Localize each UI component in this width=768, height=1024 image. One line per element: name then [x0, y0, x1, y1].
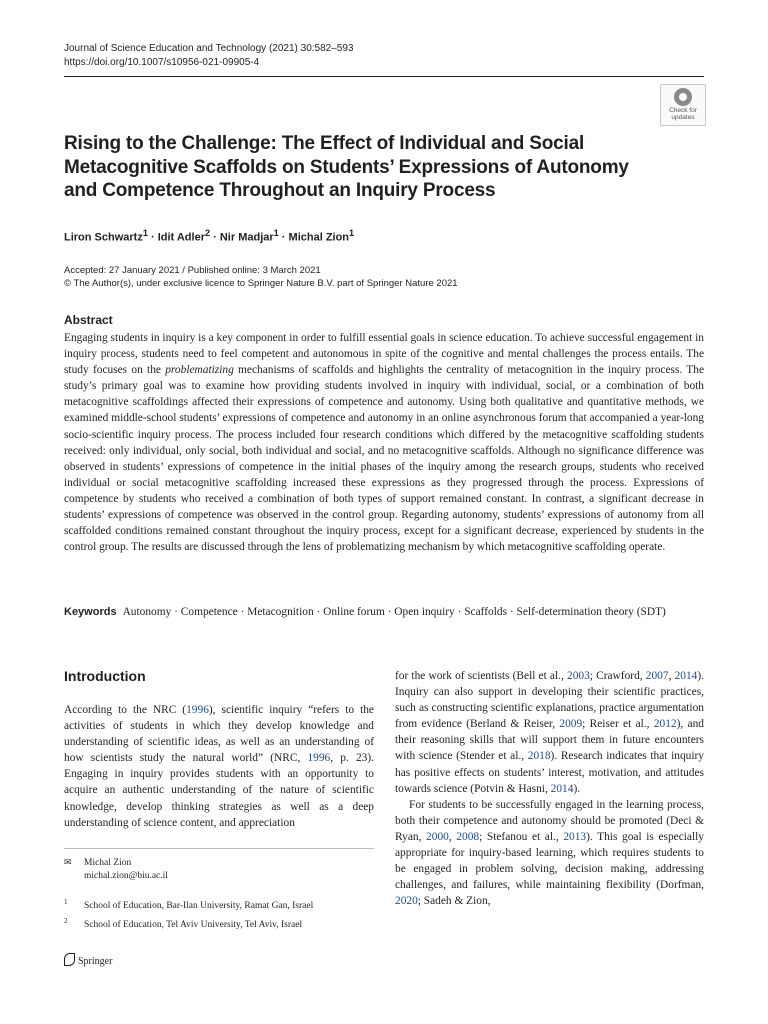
- copyright-line: © The Author(s), under exclusive licence to Springer Nature B.V. part of Springer Nature 2021: [64, 278, 458, 289]
- intro-paragraph: According to the NRC (1996), scientific inquiry “refers to the activities of students in which they develop knowledge and understanding of scientific ideas, as well as an understanding of how scientists study the natural world” (NRC, 1996, p. 23). Engaging in inquiry provides students with an opportunity to acquire an authentic understanding of the nature of scientific knowledge, develop thinking strategies as well as a deep understanding of science content, and appreciation: [64, 704, 375, 829]
- crossmark-icon: [674, 88, 692, 106]
- email-link[interactable]: michal.zion@biu.ac.il: [84, 871, 168, 881]
- author-name[interactable]: Michal Zion: [288, 231, 350, 244]
- left-column: [64, 668, 374, 831]
- keywords-label: Keywords: [64, 606, 117, 618]
- citation-link[interactable]: 2014: [674, 670, 698, 682]
- header-rule: [64, 76, 704, 77]
- citation-link[interactable]: 2009: [559, 718, 583, 731]
- citation-link[interactable]: 2007: [645, 670, 669, 682]
- citation-link[interactable]: 2018: [527, 750, 551, 763]
- citation-link[interactable]: 2000: [426, 830, 449, 843]
- check-for-updates-badge[interactable]: Check for updates: [660, 84, 706, 126]
- journal-citation: Journal of Science Education and Technology (2021) 30:582–593: [64, 43, 354, 54]
- abstract-heading: Abstract: [64, 313, 113, 327]
- intro-paragraph: for the work of scientists (Bell et al., 2003; Crawford, 2007, 2014). Inquiry can also support in developing their scientific practices, such as constructing scientific explanations, practice argumentation from evidence (Berland & Reiser, 2009; Reiser et al., 2012), and their reasoning skills that will support them in future encounters with science (Stender et al., 2018). Research indicates that inquiry has positive effects on students’ interest, motivation, and attitudes towards science (Potvin & Hasni, 2014).: [395, 670, 705, 795]
- citation-link[interactable]: 1996: [307, 752, 331, 765]
- affiliation-footnote: $^2$ School of Education, Tel Aviv University, Tel Aviv, Israel: [64, 917, 303, 930]
- author-name[interactable]: Idit Adler: [157, 231, 205, 244]
- journal-header: [64, 42, 353, 69]
- footnote-rule: [64, 848, 374, 849]
- springer-logo-icon: [64, 953, 75, 966]
- publication-dates: Accepted: 27 January 2021 / Published online: 3 March 2021: [64, 265, 321, 276]
- citation-link[interactable]: 2008: [456, 830, 480, 843]
- article-title: Rising to the Challenge: The Effect of Individual and Social Metacognitive Scaffolds on Students’ Expressions of Autonomy and Competence Throughout an Inquiry Process: [64, 133, 629, 201]
- author-name[interactable]: Nir Madjar: [219, 231, 274, 244]
- doi-link[interactable]: https://doi.org/10.1007/s10956-021-09905-4: [64, 56, 260, 68]
- publisher-footer: [64, 953, 112, 967]
- author-list: Liron Schwartz$^1$ · Idit Adler$^2$ · Nir Madjar$^1$ · Michal Zion$^1$: [64, 228, 355, 244]
- keywords: [64, 604, 704, 620]
- publisher-name: Springer: [78, 956, 113, 967]
- citation-link[interactable]: 2012: [653, 718, 677, 731]
- abstract-text: Engaging students in inquiry is a key component in order to fulfill essential goals in science education. To achieve successful engagement in inquiry process, students need to feel competent and autonomous in spite of the cognitive and mental challenges the process entails. The study focuses on the problematizing mechanisms of scaffolds and highlights the centrality of metacognition in the inquiry process. The study’s primary goal was to examine how providing students involved in inquiry with individual, social, or a combination of both metacognitive scaffoldings affected their expressions of competence and autonomy. Using both qualitative and quantitative methods, we examined middle-school students’ expressions of competence and autonomy in an online asynchronous forum that accompanied a year-long socio-scientific inquiry process. The process included four research conditions which differed by the metacognitive scaffolding students received: only individual, only social, both individual and social, and no metacognitive scaffolds. Although no significance difference was observed in students’ expressions of competence in the initial phases of the inquiry among the research groups, students who received individual or social metacognitive scaffolding increased these expressions as they progressed through the process. Expressions of competence by students who received a combination of both types of support remained constant. In contrast, a significant decrease in students’ expressions of competence was observed in the control group. Regarding autonomy, students’ expressions of autonomy from all scaffolded conditions remained constant throughout the inquiry process, except for a significant decrease, experienced by students in the control group. The results are discussed through the lens of problematizing mechanism by which metacognitive scaffolding operate.: [64, 332, 704, 554]
- introduction-heading: Introduction: [64, 668, 146, 684]
- citation-link[interactable]: 2013: [563, 830, 587, 843]
- citation-link[interactable]: 2003: [567, 670, 590, 682]
- citation-link[interactable]: 2020: [395, 895, 418, 908]
- keywords-list: Autonomy · Competence · Metacognition · Online forum · Open inquiry · Scaffolds · Self-determination theory (SDT): [122, 606, 666, 618]
- citation-link[interactable]: 1996: [186, 704, 209, 716]
- affiliation-footnote: $^1$ School of Education, Bar-Ilan University, Ramat Gan, Israel: [64, 898, 314, 911]
- envelope-icon: ✉: [64, 857, 72, 867]
- intro-paragraph: For students to be successfully engaged in the learning process, both their competence and autonomy should be promoted (Deci & Ryan, 2000, 2008; Stefanou et al., 2013). This goal is especially appropriate for inquiry-based learning, which requires students to be engaged in problem solving, decision making, addressing challenges, and failures, while maintaining flexibility (Dorfman, 2020; Sadeh & Zion,: [395, 798, 704, 908]
- right-column: [395, 668, 704, 909]
- corresponding-author: ✉ Michal Zion michal.zion@biu.ac.il: [64, 857, 168, 881]
- publication-meta: [64, 264, 458, 290]
- citation-link[interactable]: 2014: [550, 782, 574, 795]
- author-name[interactable]: Liron Schwartz: [64, 231, 143, 244]
